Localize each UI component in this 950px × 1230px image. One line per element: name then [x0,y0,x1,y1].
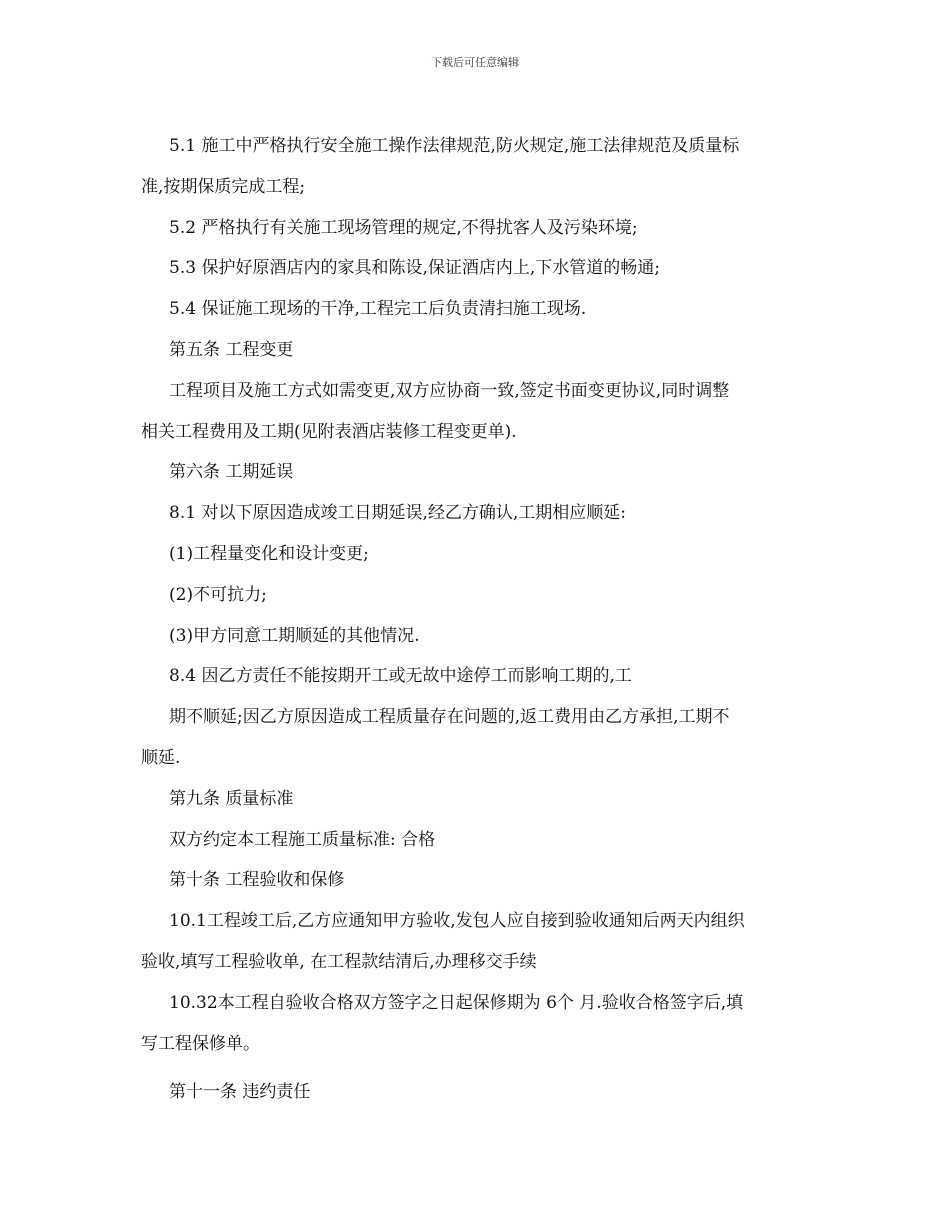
clause-5-1-line-2: 准,按期保质完成工程; [141,176,306,197]
clause-8-4-line-1: 8.4 因乙方责任不能按期开工或无故中途停工而影响工期的,工 [169,666,632,687]
clause-10-1-line-2: 验收,填写工程验收单, 在工程款结清后,办理移交手续 [141,951,537,972]
article-9-heading: 第九条 质量标准 [169,788,294,809]
clause-5-2: 5.2 严格执行有关施工现场管理的规定,不得扰客人及污染环境; [169,217,638,238]
spacer [141,1064,816,1072]
article-11-heading: 第十一条 违约责任 [169,1082,311,1103]
article-5-text-line-2: 相关工程费用及工期(见附表酒店装修工程变更单). [141,421,517,442]
clause-10-32-line-2: 写工程保修单。 [141,1033,260,1054]
document-body [141,126,816,1113]
article-10-heading: 第十条 工程验收和保修 [169,870,345,891]
article-5-text-line-1: 工程项目及施工方式如需变更,双方应协商一致,签定书面变更协议,同时调整 [169,380,730,401]
clause-10-1-line-1: 10.1工程竣工后,乙方应通知甲方验收,发包人应自接到验收通知后两天内组织 [169,911,745,932]
clause-5-3: 5.3 保护好原酒店内的家具和陈设,保证酒店内上,下水管道的畅通; [169,258,660,279]
clause-8-4-line-3: 顺延. [141,747,181,768]
clause-5-1-line-1: 5.1 施工中严格执行安全施工操作法律规范,防火规定,施工法律规范及质量标 [169,136,740,156]
clause-8-1-item-3: (3)甲方同意工期顺延的其他情况. [169,625,420,646]
article-5-heading: 第五条 工程变更 [169,339,294,360]
article-9-text: 双方约定本工程施工质量标准: 合格 [169,829,436,850]
clause-8-1: 8.1 对以下原因造成竣工日期延误,经乙方确认,工期相应顺延: [169,503,626,524]
clause-8-1-item-2: (2)不可抗力; [169,584,267,605]
clause-10-32-line-1: 10.32本工程自验收合格双方签字之日起保修期为 6个 月.验收合格签字后,填 [169,992,744,1013]
clause-8-4-line-2: 期不顺延;因乙方原因造成工程质量存在问题的,返工费用由乙方承担,工期不 [169,707,730,728]
article-6-heading: 第六条 工期延误 [169,462,294,483]
clause-8-1-item-1: (1)工程量变化和设计变更; [169,543,369,564]
page-header: 下载后可任意编辑 [431,56,519,69]
clause-5-4: 5.4 保证施工现场的干净,工程完工后负责清扫施工现场. [169,299,587,320]
